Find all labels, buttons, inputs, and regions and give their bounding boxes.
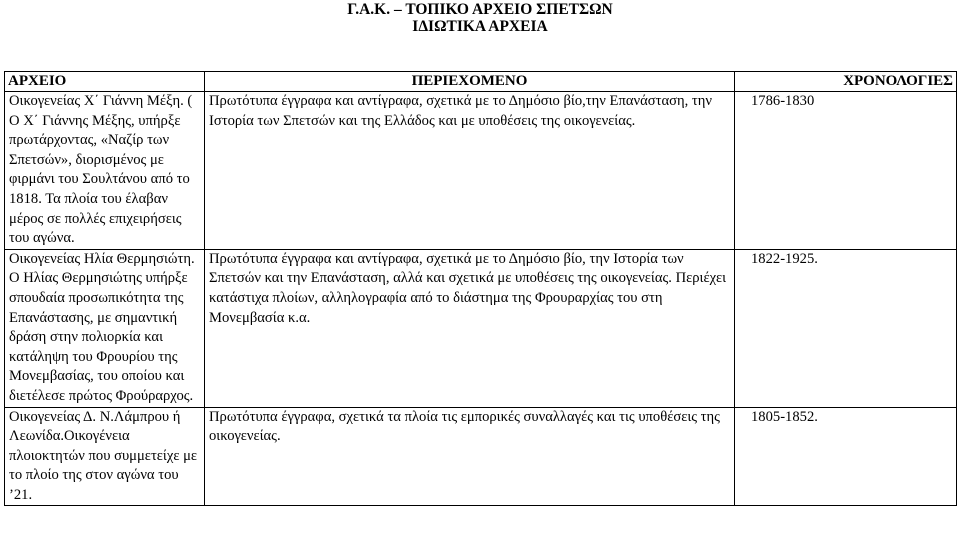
archives-table [4,71,957,506]
page-subtitle: ΙΔΙΩΤΙΚΑ ΑΡΧΕΙΑ [412,18,548,35]
dates-cell: 1786-1830 [735,92,957,250]
column-header-content: ΠΕΡΙΕΧΟΜΕΝΟ [205,72,735,92]
table-row [5,407,957,506]
archive-cell: Οικογενείας Ηλία Θερμησιώτη. Ο Ηλίας Θερμησιώτης υπήρξε σπουδαία προσωπικότητα της Επανάστασης, με σημαντική δράση στην πολιορκία και κατάληψη του Φρουρίου της Μονεμβασίας, του οποίου και διετέλεσε πρώτος Φρούραρχος. [5,249,205,407]
column-header-archive: ΑΡΧΕΙΟ [5,72,205,92]
table-row [5,92,957,250]
table-row [5,249,957,407]
content-cell: Πρωτότυπα έγγραφα και αντίγραφα, σχετικά με το Δημόσιο βίο,την Επανάσταση, την Ιστορία των Σπετσών και της Ελλάδος και με υποθέσεις της οικογενείας. [205,92,735,250]
content-cell: Πρωτότυπα έγγραφα και αντίγραφα, σχετικά με το Δημόσιο βίο, την Ιστορία των Σπετσών και την Επανάσταση, αλλά και σχετικά με υποθέσεις της οικογενείας. Περιέχει κατάστιχα πλοίων, αλληλογραφία από το διάστημα της Φρουραρχίας του στη Μονεμβασία κ.α. [205,249,735,407]
archive-cell: Οικογενείας Χ΄ Γιάννη Μέξη. ( Ο Χ΄ Γιάννης Μέξης, υπήρξε πρωτάρχοντας, «Ναζίρ των Σπετσών», διορισμένος με φιρμάνι του Σουλτάνου από το 1818. Τα πλοία του έλαβαν μέρος σε πολλές επιχειρήσεις του αγώνα. [5,92,205,250]
dates-cell: 1805-1852. [735,407,957,506]
table-header-row [5,72,957,92]
content-cell: Πρωτότυπα έγγραφα, σχετικά τα πλοία τις εμπορικές συναλλαγές και τις υποθέσεις της οικογενείας. [205,407,735,506]
page-title: Γ.Α.Κ. – ΤΟΠΙΚΟ ΑΡΧΕΙΟ ΣΠΕΤΣΩΝ [347,1,613,18]
column-header-dates: ΧΡΟΝΟΛΟΓΙΕΣ [735,72,957,92]
archive-cell: Οικογενείας Δ. Ν.Λάμπρου ή Λεωνίδα.Οικογένεια πλοιοκτητών που συμμετείχε με το πλοίο της στον αγώνα του ’21. [5,407,205,506]
dates-cell: 1822-1925. [735,249,957,407]
